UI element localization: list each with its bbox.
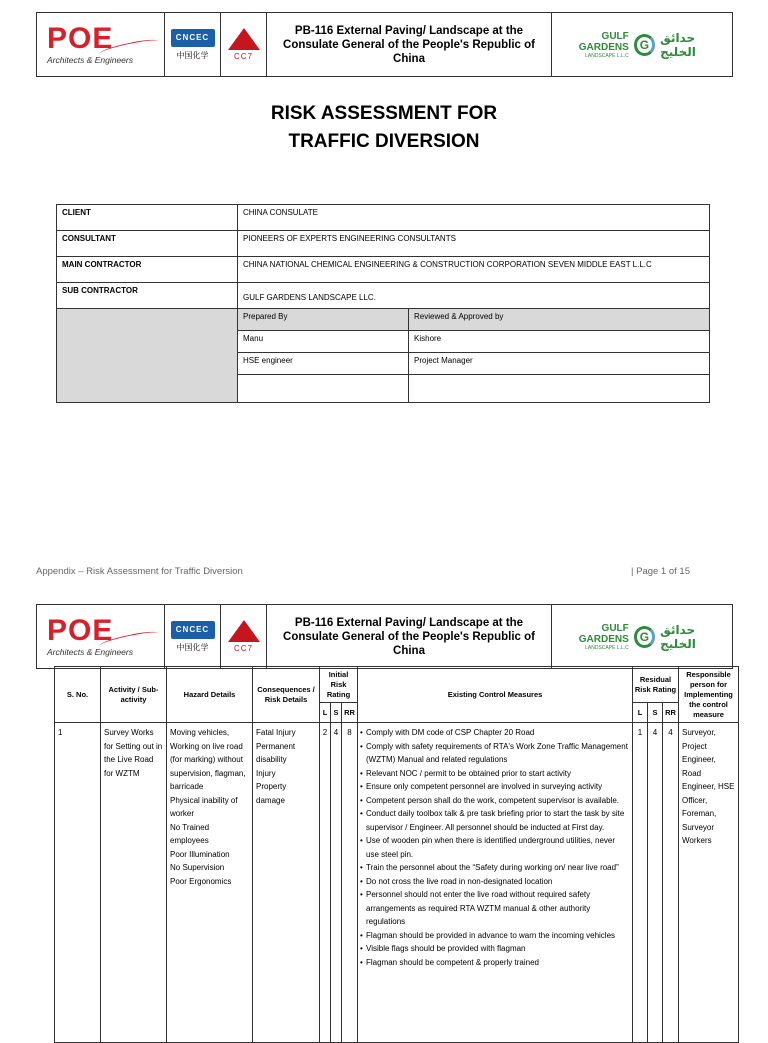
footer-appendix-label: Appendix – Risk Assessment for Traffic Diversion xyxy=(36,566,243,577)
col-consequences: Consequences / Risk Details xyxy=(253,667,320,723)
row-sno: 1 xyxy=(55,723,101,1043)
reviewed-label: Reviewed & Approved by xyxy=(409,309,710,331)
info-row-client xyxy=(57,205,710,231)
info-row-sub-contractor xyxy=(57,283,710,309)
cc7-logo xyxy=(221,605,267,668)
footer-page-number: | Page 1 of 15 xyxy=(631,566,690,577)
consequence-item: Injury xyxy=(256,768,276,778)
cc7-logo-text: CC7 xyxy=(233,52,253,61)
gulf-gardens-arabic: حدائق الخليج xyxy=(660,30,696,59)
page-header-2 xyxy=(36,604,733,669)
cncec-chinese-text: 中国化学 xyxy=(176,50,209,60)
list-item: • Ensure only competent personnel are involved in surveying activity xyxy=(361,780,629,794)
residual-s-value: 4 xyxy=(648,723,663,1043)
cc7-logo xyxy=(221,13,267,76)
gulf-gardens-g-icon: G xyxy=(634,626,655,648)
cncec-emblem: CNCEC xyxy=(171,29,215,47)
table-row xyxy=(55,723,739,1043)
col-initial-rr: RR xyxy=(342,703,358,723)
gulf-gardens-logo xyxy=(552,605,732,668)
hazard-item: Moving vehicles, Working on live road (for marking) without supervision, flagman, barricade xyxy=(170,728,246,791)
cncec-chinese-text: 中国化学 xyxy=(176,642,209,652)
hazard-item: Physical inability of worker xyxy=(170,795,238,818)
project-info-table xyxy=(56,204,710,403)
row-control-measures xyxy=(358,723,633,1043)
cc7-logo-text: CC7 xyxy=(233,644,253,653)
poe-logo-text: POE xyxy=(47,613,114,647)
risk-assessment-table xyxy=(54,666,739,1043)
col-control-measures: Existing Control Measures xyxy=(358,667,633,723)
reviewed-name: Kishore xyxy=(409,331,710,353)
cncec-logo xyxy=(165,605,221,668)
hazard-item: No Supervision xyxy=(170,863,225,872)
hazard-item: Poor Ergonomics xyxy=(170,876,232,886)
list-item: • Comply with DM code of CSP Chapter 20 Road xyxy=(361,726,629,740)
gulf-gardens-g-icon: G xyxy=(634,34,655,56)
page-header xyxy=(36,12,733,77)
col-hazard: Hazard Details xyxy=(167,667,253,723)
col-residual-risk: Residual Risk Rating xyxy=(633,667,679,703)
info-row-signoff-header xyxy=(57,309,710,331)
consultant-label: CONSULTANT xyxy=(57,231,238,257)
list-item: • Competent person shall do the work, competent supervisor is available. xyxy=(361,794,629,808)
consequence-item: Fatal Injury xyxy=(256,728,296,737)
col-initial-risk: Initial Risk Rating xyxy=(320,667,358,703)
col-sno: S. No. xyxy=(55,667,101,723)
poe-logo-text: POE xyxy=(47,21,114,55)
project-title: PB-116 External Paving/ Landscape at the Consulate General of the People's Republic of China xyxy=(267,13,552,76)
sub-contractor-label: SUB CONTRACTOR xyxy=(57,283,238,309)
col-initial-l: L xyxy=(320,703,331,723)
gulf-gardens-subtitle: LANDSCAPE L.L.C xyxy=(585,644,629,651)
list-item: • Do not cross the live road in non-designated location xyxy=(361,875,629,889)
prepared-name: Manu xyxy=(238,331,409,353)
cc7-emblem-icon xyxy=(228,28,260,50)
list-item: • Conduct daily toolbox talk & pre task briefing prior to start the task by site supervisor / Engineer. All personnel should be inducted at First day. xyxy=(361,807,629,834)
main-contractor-label: MAIN CONTRACTOR xyxy=(57,257,238,283)
control-measures-list xyxy=(361,726,629,969)
initial-s-value: 4 xyxy=(331,723,342,1043)
list-item: • Relevant NOC / permit to be obtained prior to start activity xyxy=(361,767,629,781)
prepared-by-label: Prepared By xyxy=(238,309,409,331)
row-hazards xyxy=(167,723,253,1043)
poe-logo xyxy=(37,605,165,668)
info-row-consultant xyxy=(57,231,710,257)
title-line-1: RISK ASSESSMENT FOR xyxy=(270,103,498,124)
col-residual-rr: RR xyxy=(663,703,679,723)
cc7-emblem-icon xyxy=(228,620,260,642)
col-responsible: Responsible person for Implementing the control measure xyxy=(679,667,739,723)
poe-logo xyxy=(37,13,165,76)
hazard-item: No Trained employees xyxy=(170,822,210,845)
hazard-item: Poor Illumination xyxy=(170,849,230,859)
gulf-gardens-name: GULF GARDENS xyxy=(578,30,629,53)
signoff-blank-cell xyxy=(57,309,238,403)
ra-header-row xyxy=(55,667,739,703)
poe-logo-subtitle: Architects & Engineers xyxy=(47,646,133,657)
residual-l-value: 1 xyxy=(633,723,648,1043)
client-value: CHINA CONSULATE xyxy=(238,205,710,231)
project-title: PB-116 External Paving/ Landscape at the Consulate General of the People's Republic of China xyxy=(267,605,552,668)
prepared-signature-cell xyxy=(238,375,409,403)
initial-l-value: 2 xyxy=(320,723,331,1043)
gulf-gardens-arabic: حدائق الخليج xyxy=(660,622,696,651)
reviewed-signature-cell xyxy=(409,375,710,403)
info-row-main-contractor xyxy=(57,257,710,283)
gulf-gardens-name: GULF GARDENS xyxy=(578,622,629,645)
initial-rr-value: 8 xyxy=(342,723,358,1043)
reviewed-role: Project Manager xyxy=(409,353,710,375)
cncec-logo xyxy=(165,13,221,76)
col-initial-s: S xyxy=(331,703,342,723)
residual-rr-value: 4 xyxy=(663,723,679,1043)
consequence-item: Permanent disability xyxy=(256,741,296,764)
col-activity: Activity / Sub-activity xyxy=(101,667,167,723)
list-item: • Personnel should not enter the live road without required safety arrangements as required RTA WZTM manual & other authority regulations xyxy=(361,888,629,929)
document-title xyxy=(0,100,768,156)
title-line-2: TRAFFIC DIVERSION xyxy=(288,131,480,152)
row-responsible: Surveyor, Project Engineer, Road Engineer, HSE Officer, Foreman, Surveyor Workers xyxy=(679,723,739,1043)
gulf-gardens-logo xyxy=(552,13,732,76)
client-label: CLIENT xyxy=(57,205,238,231)
list-item: • Train the personnel about the “Safety during working on/ near live road” xyxy=(361,861,629,875)
list-item: • Use of wooden pin when there is identified underground utilities, never use steel pin. xyxy=(361,834,629,861)
main-contractor-value: CHINA NATIONAL CHEMICAL ENGINEERING & CONSTRUCTION CORPORATION SEVEN MIDDLE EAST L.L.C xyxy=(238,257,710,283)
prepared-role: HSE engineer xyxy=(238,353,409,375)
sub-contractor-value: GULF GARDENS LANDSCAPE LLC. xyxy=(238,283,710,309)
list-item: • Flagman should be competent & properly trained xyxy=(361,956,629,970)
cncec-emblem: CNCEC xyxy=(171,621,215,639)
poe-logo-subtitle: Architects & Engineers xyxy=(47,54,133,65)
consequence-item: Property damage xyxy=(256,782,287,805)
col-residual-s: S xyxy=(648,703,663,723)
col-residual-l: L xyxy=(633,703,648,723)
list-item: • Visible flags should be provided with flagman xyxy=(361,942,629,956)
row-activity: Survey Works for Setting out in the Live Road for WZTM xyxy=(101,723,167,1043)
consultant-value: PIONEERS OF EXPERTS ENGINEERING CONSULTANTS xyxy=(238,231,710,257)
list-item: • Comply with safety requirements of RTA's Work Zone Traffic Management (WZTM) Manual and related regulations xyxy=(361,740,629,767)
gulf-gardens-subtitle: LANDSCAPE L.L.C xyxy=(585,52,629,59)
list-item: • Flagman should be provided in advance to warn the incoming vehicles xyxy=(361,929,629,943)
row-consequences xyxy=(253,723,320,1043)
